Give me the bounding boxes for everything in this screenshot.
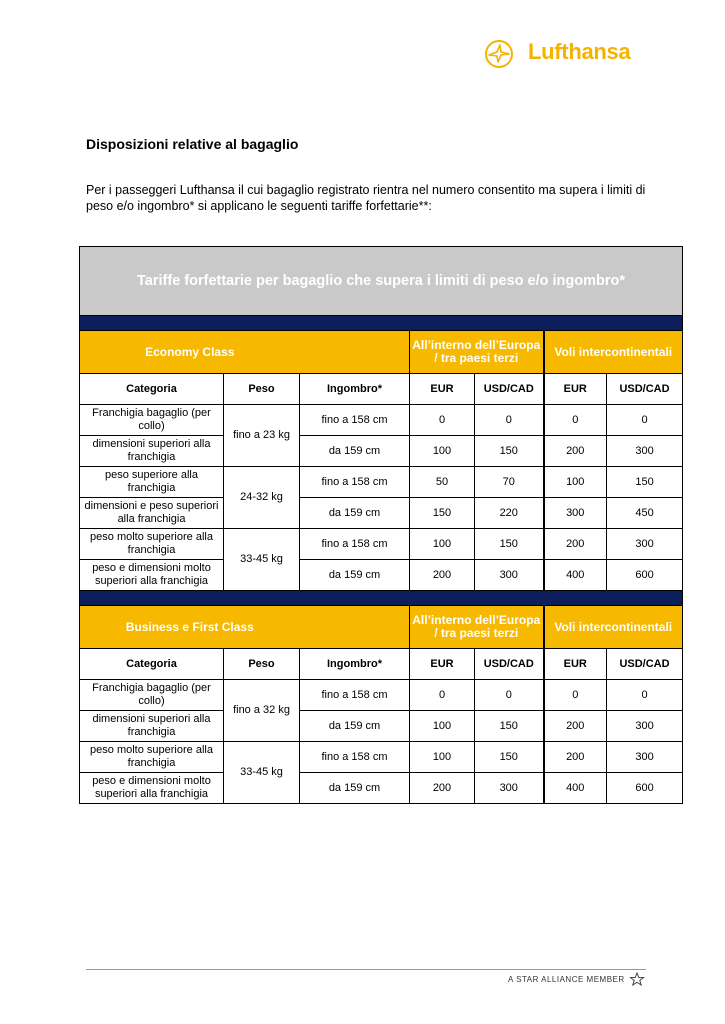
table-row: dimensioni superiori alla franchigia da 159 cm 100 150 200 300 bbox=[80, 711, 683, 742]
footer-divider bbox=[86, 969, 646, 970]
weight-cell: 33-45 kg bbox=[224, 529, 300, 591]
lufthansa-logo bbox=[484, 36, 649, 74]
col-eur-ic: EUR bbox=[544, 374, 607, 405]
business-class-label: Business e First Class bbox=[80, 606, 300, 649]
economy-class-label: Economy Class bbox=[80, 331, 300, 374]
brand-name: Lufthansa bbox=[528, 39, 631, 64]
col-eur-ic: EUR bbox=[544, 649, 607, 680]
col-usd-eu: USD/CAD bbox=[475, 649, 544, 680]
table-row: Franchigia bagaglio (per collo) fino a 32 kg fino a 158 cm 0 0 0 0 bbox=[80, 680, 683, 711]
table-row: peso superiore alla franchigia 24-32 kg fino a 158 cm 50 70 100 150 bbox=[80, 467, 683, 498]
region-intercontinental-label: Voli intercontinentali bbox=[544, 331, 683, 374]
region-europe-label: All’interno dell’Europa / tra paesi terzi bbox=[410, 331, 544, 374]
col-usd-eu: USD/CAD bbox=[475, 374, 544, 405]
footer-text: A STAR ALLIANCE MEMBER bbox=[508, 975, 625, 984]
table-row: dimensioni e peso superiori alla franchigia da 159 cm 150 220 300 450 bbox=[80, 498, 683, 529]
col-peso: Peso bbox=[224, 649, 300, 680]
table-row: peso molto superiore alla franchigia 33-45 kg fino a 158 cm 100 150 200 300 bbox=[80, 742, 683, 773]
crane-circle-icon bbox=[484, 39, 514, 69]
weight-cell: fino a 23 kg bbox=[224, 405, 300, 467]
region-intercontinental-label: Voli intercontinentali bbox=[544, 606, 683, 649]
col-categoria: Categoria bbox=[80, 374, 224, 405]
col-eur-eu: EUR bbox=[410, 374, 475, 405]
weight-cell: 33-45 kg bbox=[224, 742, 300, 804]
table-row: Franchigia bagaglio (per collo) fino a 23 kg fino a 158 cm 0 0 0 0 bbox=[80, 405, 683, 436]
intro-paragraph: Per i passeggeri Lufthansa il cui bagaglio registrato rientra nel numero consentito ma supera i limiti di peso e/o ingombro* si applicano le seguenti tariffe forfettarie**: bbox=[86, 183, 646, 213]
business-header-row bbox=[80, 606, 683, 649]
table-row: peso e dimensioni molto superiori alla franchigia da 159 cm 200 300 400 600 bbox=[80, 773, 683, 804]
baggage-fees-table bbox=[79, 246, 683, 804]
weight-cell: fino a 32 kg bbox=[224, 680, 300, 742]
table-title: Tariffe forfettarie per bagaglio che supera i limiti di peso e/o ingombro* bbox=[80, 247, 683, 316]
star-alliance-icon bbox=[628, 972, 646, 986]
region-europe-label: All’interno dell’Europa / tra paesi terzi bbox=[410, 606, 544, 649]
col-usd-ic: USD/CAD bbox=[607, 374, 683, 405]
divider-band bbox=[80, 316, 683, 331]
column-header-row bbox=[80, 649, 683, 680]
divider-band bbox=[80, 591, 683, 606]
col-eur-eu: EUR bbox=[410, 649, 475, 680]
table-row: dimensioni superiori alla franchigia da 159 cm 100 150 200 300 bbox=[80, 436, 683, 467]
col-usd-ic: USD/CAD bbox=[607, 649, 683, 680]
table-row: peso e dimensioni molto superiori alla franchigia da 159 cm 200 300 400 600 bbox=[80, 560, 683, 591]
economy-header-row bbox=[80, 331, 683, 374]
table-row: peso molto superiore alla franchigia 33-45 kg fino a 158 cm 100 150 200 300 bbox=[80, 529, 683, 560]
weight-cell: 24-32 kg bbox=[224, 467, 300, 529]
col-ingombro: Ingombro* bbox=[300, 374, 410, 405]
col-categoria: Categoria bbox=[80, 649, 224, 680]
column-header-row bbox=[80, 374, 683, 405]
page-title: Disposizioni relative al bagaglio bbox=[86, 136, 299, 152]
col-ingombro: Ingombro* bbox=[300, 649, 410, 680]
col-peso: Peso bbox=[224, 374, 300, 405]
